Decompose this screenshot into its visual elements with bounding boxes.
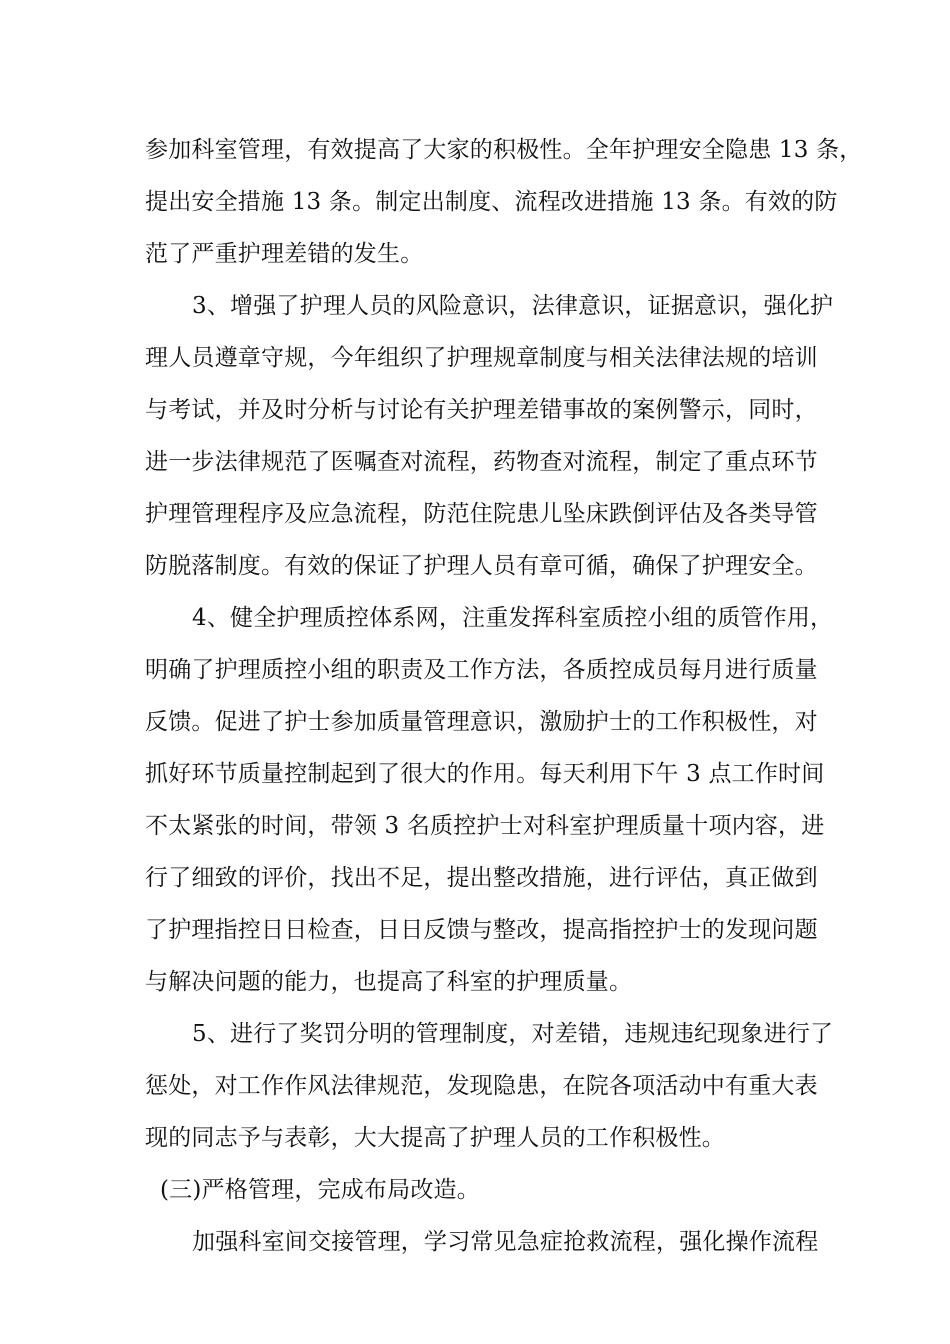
text-line: 防脱落制度。有效的保证了护理人员有章可循，确保了护理安全。 [145,553,818,579]
text-line: 理人员遵章守规，今年组织了护理规章制度与相关法律法规的培训 [145,345,818,371]
text-line: 范了严重护理差错的发生。 [145,241,424,267]
text-line: 抓好环节质量控制起到了很大的作用。每天利用下午 3 点工作时间 [145,761,825,787]
text-line: 3、增强了护理人员的风险意识，法律意识，证据意识，强化护 [192,293,834,319]
text-line: 与解决问题的能力，也提高了科室的护理质量。 [145,969,633,995]
section-heading: (三)严格管理，完成布局改造。 [160,1177,480,1203]
text-line: 5、进行了奖罚分明的管理制度，对差错，违规违纪现象进行了 [192,1021,834,1047]
text-line: 与考试，并及时分析与讨论有关护理差错事故的案例警示，同时， [145,397,818,423]
text-line: 了护理指控日日检查，日日反馈与整改，提高指控护士的发现问题 [145,917,818,943]
text-line: 4、健全护理质控体系网，注重发挥科室质控小组的质管作用， [192,605,834,631]
text-line: 明确了护理质控小组的职责及工作方法，各质控成员每月进行质量 [145,657,818,683]
text-line: 惩处，对工作作风法律规范，发现隐患，在院各项活动中有重大表 [145,1073,818,1099]
text-line: 反馈。促进了护士参加质量管理意识，激励护士的工作积极性，对 [145,709,818,735]
text-line: 进一步法律规范了医嘱查对流程，药物查对流程，制定了重点环节 [145,449,818,475]
text-line: 参加科室管理，有效提高了大家的积极性。全年护理安全隐患 13 条， [145,137,863,163]
text-line: 加强科室间交接管理，学习常见急症抢救流程，强化操作流程 [192,1229,819,1255]
text-line: 提出安全措施 13 条。制定出制度、流程改进措施 13 条。有效的防 [145,189,838,215]
text-line: 行了细致的评价，找出不足，提出整改措施，进行评估，真正做到 [145,865,818,891]
text-line: 现的同志予与表彰，大大提高了护理人员的工作积极性。 [145,1125,725,1151]
text-line: 不太紧张的时间，带领 3 名质控护士对科室护理质量十项内容，进 [145,813,825,839]
text-line: 护理管理程序及应急流程，防范住院患儿坠床跌倒评估及各类导管 [145,501,818,527]
